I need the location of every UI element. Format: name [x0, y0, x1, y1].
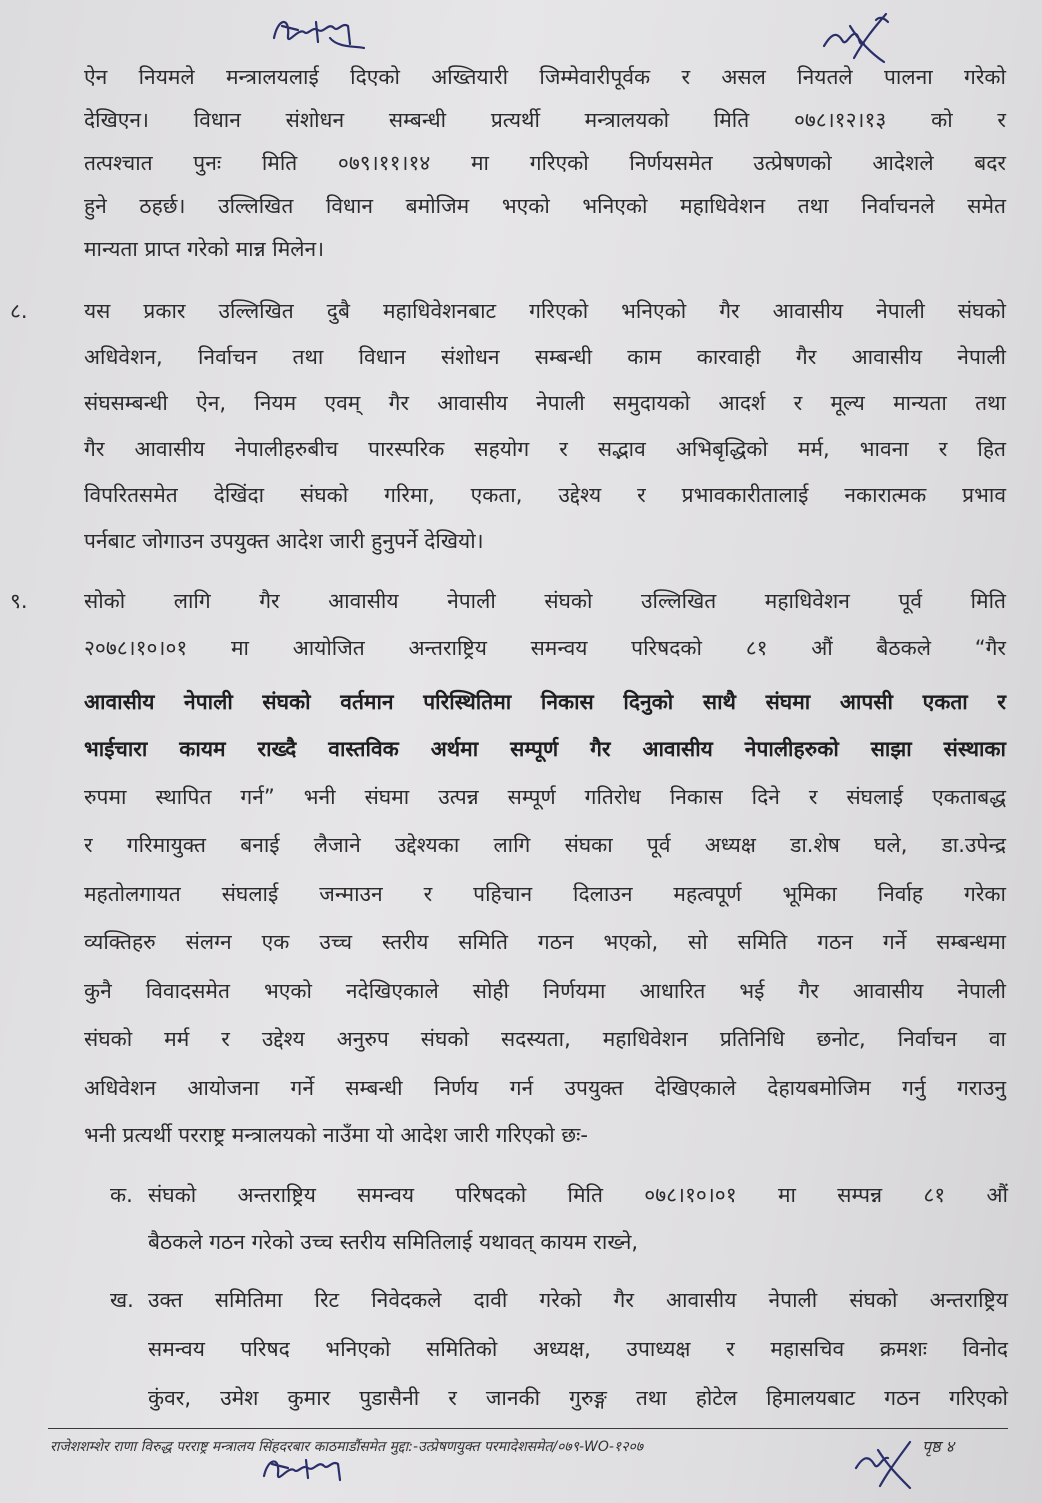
- text-line: ऐन नियमले मन्त्रालयलाई दिएको अख्तियारी जिम्मेवारीपूर्वक र असल नियतले पालना गरेको: [84, 65, 1006, 89]
- paragraph-number: ८.: [10, 299, 28, 323]
- item-label: ख.: [110, 1288, 134, 1312]
- text-line: विपरितसमेत देखिंदा संघको गरिमा, एकता, उद्देश्य र प्रभावकारीतालाई नकारात्मक प्रभाव: [84, 483, 1006, 507]
- item-label: क.: [110, 1183, 133, 1207]
- text-line: समन्वय परिषद भनिएको समितिको अध्यक्ष, उपाध्यक्ष र महासचिव क्रमशः विनोद: [148, 1337, 1008, 1361]
- signature-bottom-right: [848, 1434, 918, 1494]
- text-line: सोको लागि गैर आवासीय नेपाली संघको उल्लिखित महाधिवेशन पूर्व मिति: [84, 589, 1006, 613]
- text-line-bold: आवासीय नेपाली संघको वर्तमान परिस्थितिमा निकास दिनुको साथै संघमा आपसी एकता र: [84, 690, 1006, 714]
- text-line: भनी प्रत्यर्थी परराष्ट्र मन्त्रालयको नाउँमा यो आदेश जारी गरिएको छः-: [84, 1123, 588, 1147]
- text-line: गैर आवासीय नेपालीहरुबीच पारस्परिक सहयोग र सद्भाव अभिबृद्धिको मर्म, भावना र हित: [84, 437, 1006, 461]
- text-line: पर्नबाट जोगाउन उपयुक्त आदेश जारी हुनुपर्ने देखियो।: [84, 529, 484, 553]
- text-line: अधिवेशन, निर्वाचन तथा विधान संशोधन सम्बन्धी काम कारवाही गैर आवासीय नेपाली: [84, 345, 1006, 369]
- text-line: २०७८।१०।०१ मा आयोजित अन्तराष्ट्रिय समन्वय परिषदको ८१ औं बैठकले “गैर: [84, 636, 1006, 660]
- text-line: हुने ठहर्छ। उल्लिखित विधान बमोजिम भएको भनिएको महाधिवेशन तथा निर्वाचनले समेत: [84, 194, 1006, 218]
- text-line: मान्यता प्राप्त गरेको मान्न मिलेन।: [84, 237, 325, 261]
- text-line: यस प्रकार उल्लिखित दुबै महाधिवेशनबाट गरिएको भनिएको गैर आवासीय नेपाली संघको: [84, 299, 1006, 323]
- text-line: र गरिमायुक्त बनाई लैजाने उद्देश्यका लागि संघका पूर्व अध्यक्ष डा.शेष घले, डा.उपेन्द्र: [84, 833, 1006, 857]
- text-line: कुनै विवादसमेत भएको नदेखिएकाले सोही निर्णयमा आधारित भई गैर आवासीय नेपाली: [84, 979, 1006, 1003]
- text-line: कुंवर, उमेश कुमार पुडासैनी र जानकी गुरुङ्ग तथा होटेल हिमालयबाट गठन गरिएको: [148, 1386, 1008, 1410]
- text-line: देखिएन। विधान संशोधन सम्बन्धी प्रत्यर्थी मन्त्रालयको मिति ०७८।१२।१३ को र: [84, 108, 1006, 132]
- text-line: संघको मर्म र उद्देश्य अनुरुप संघको सदस्यता, महाधिवेशन प्रतिनिधि छनोट, निर्वाचन वा: [84, 1027, 1006, 1051]
- text-line: उक्त समितिमा रिट निवेदकले दावी गरेको गैर आवासीय नेपाली संघको अन्तराष्ट्रिय: [148, 1288, 1008, 1312]
- text-line-bold: भाईचारा कायम राख्दै वास्तविक अर्थमा सम्पूर्ण गैर आवासीय नेपालीहरुको साझा संस्थाका: [84, 737, 1006, 761]
- footer-divider: [48, 1428, 1008, 1429]
- text-line: रुपमा स्थापित गर्न” भनी संघमा उत्पन्न सम्पूर्ण गतिरोध निकास दिने र संघलाई एकताबद्ध: [84, 785, 1006, 809]
- signature-bottom-left: [258, 1448, 348, 1494]
- text-line: महतोलगायत संघलाई जन्माउन र पहिचान दिलाउन महत्वपूर्ण भूमिका निर्वाह गरेका: [84, 882, 1006, 906]
- signature-top-left: [268, 8, 368, 56]
- text-line: संघको अन्तराष्ट्रिय समन्वय परिषदको मिति ०७८।१०।०१ मा सम्पन्न ८१ औं: [148, 1183, 1008, 1207]
- footer-case-text: राजेशशम्शेर राणा विरुद्ध परराष्ट्र मन्त्रालय सिंहदरबार काठमाडौंसमेत मुद्दा:-उत्प्रेषणयुक्त परमादेशसमेत/०७९-WO-१२०७: [50, 1439, 644, 1455]
- text-line: अधिवेशन आयोजना गर्ने सम्बन्धी निर्णय गर्न उपयुक्त देखिएकाले देहायबमोजिम गर्नु गराउनु: [84, 1076, 1006, 1100]
- text-line: संघसम्बन्धी ऐन, नियम एवम् गैर आवासीय नेपाली समुदायको आदर्श र मूल्य मान्यता तथा: [84, 391, 1006, 415]
- text-line: बैठकले गठन गरेको उच्च स्तरीय समितिलाई यथावत् कायम राख्ने,: [148, 1230, 639, 1254]
- paragraph-number: ९.: [10, 589, 28, 613]
- text-line: व्यक्तिहरु संलग्न एक उच्च स्तरीय समिति गठन भएको, सो समिति गठन गर्ने सम्बन्धमा: [84, 930, 1006, 954]
- signature-top-right: [814, 6, 894, 66]
- text-line: तत्पश्चात पुनः मिति ०७९।११।१४ मा गरिएको निर्णयसमेत उत्प्रेषणको आदेशले बदर: [84, 151, 1006, 175]
- page-number: पृष्ठ ४: [922, 1437, 954, 1456]
